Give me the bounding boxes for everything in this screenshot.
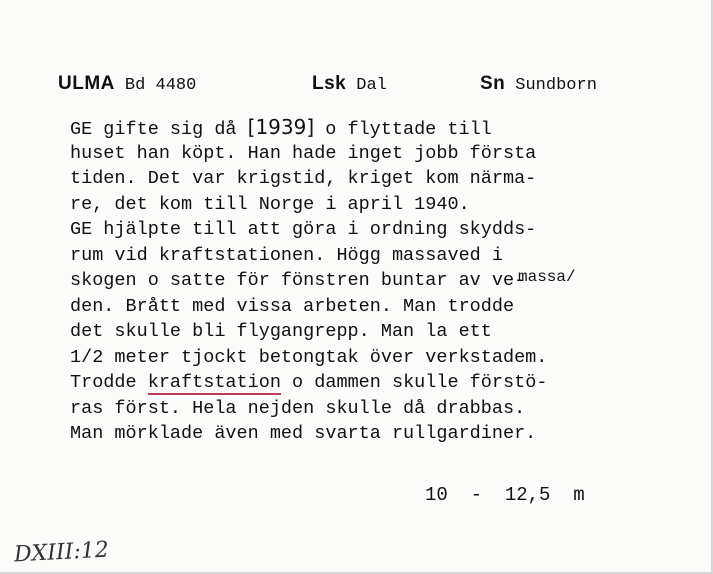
text-line: [70, 115, 547, 141]
text-line: re, det kom till Norge i april 1940.: [70, 193, 470, 215]
text-line: GE hjälpte till att göra i ordning skydds-: [70, 219, 537, 240]
year-bracket: [1939]: [247, 115, 315, 139]
text-line: rum vid kraftstationen. Högg massaved i: [70, 244, 503, 266]
text-line: skogen o satte för fönstren buntar av ve-: [70, 270, 526, 291]
header-label: ULMA: [58, 73, 115, 94]
text-line: 1/2 meter tjockt betongtak över verkstadem.: [70, 346, 548, 368]
text-fragment: o dammen skulle förstö-: [280, 372, 548, 393]
text-line: huset han köpt. Han hade inget jobb första: [70, 142, 537, 164]
header-label: Sn: [480, 73, 506, 94]
footer-range: 10 - 12,5 m: [425, 484, 585, 506]
header-field-sn: [480, 73, 597, 95]
text-line: det skulle bli flygangrepp. Man la ett: [70, 321, 492, 342]
header-value: Sundborn: [515, 76, 597, 95]
handwritten-signature: DXIII:12: [13, 537, 110, 568]
text-fragment: Trodde: [70, 372, 148, 393]
text-line: [70, 370, 547, 396]
text-line: Man mörklade även med svarta rullgardiner.: [70, 423, 537, 444]
text-fragment: GE gifte sig då: [70, 119, 248, 140]
card-text-body: [70, 115, 547, 447]
text-fragment: o flyttade till: [314, 119, 492, 140]
header-field-ulma: [58, 73, 196, 95]
underlined-word: kraftstation: [147, 372, 281, 393]
text-line: den. Brått med vissa arbeten. Man trodde: [70, 295, 515, 317]
header-value: Dal: [356, 76, 387, 95]
header-label: Lsk: [312, 73, 347, 94]
inserted-word: massa/: [518, 268, 576, 286]
header-value: Bd 4480: [124, 76, 197, 95]
text-line: tiden. Det var krigstid, kriget kom närma-: [70, 168, 537, 189]
header-field-lsk: [312, 73, 387, 95]
text-line: ras först. Hela nejden skulle då drabbas.: [70, 397, 526, 419]
